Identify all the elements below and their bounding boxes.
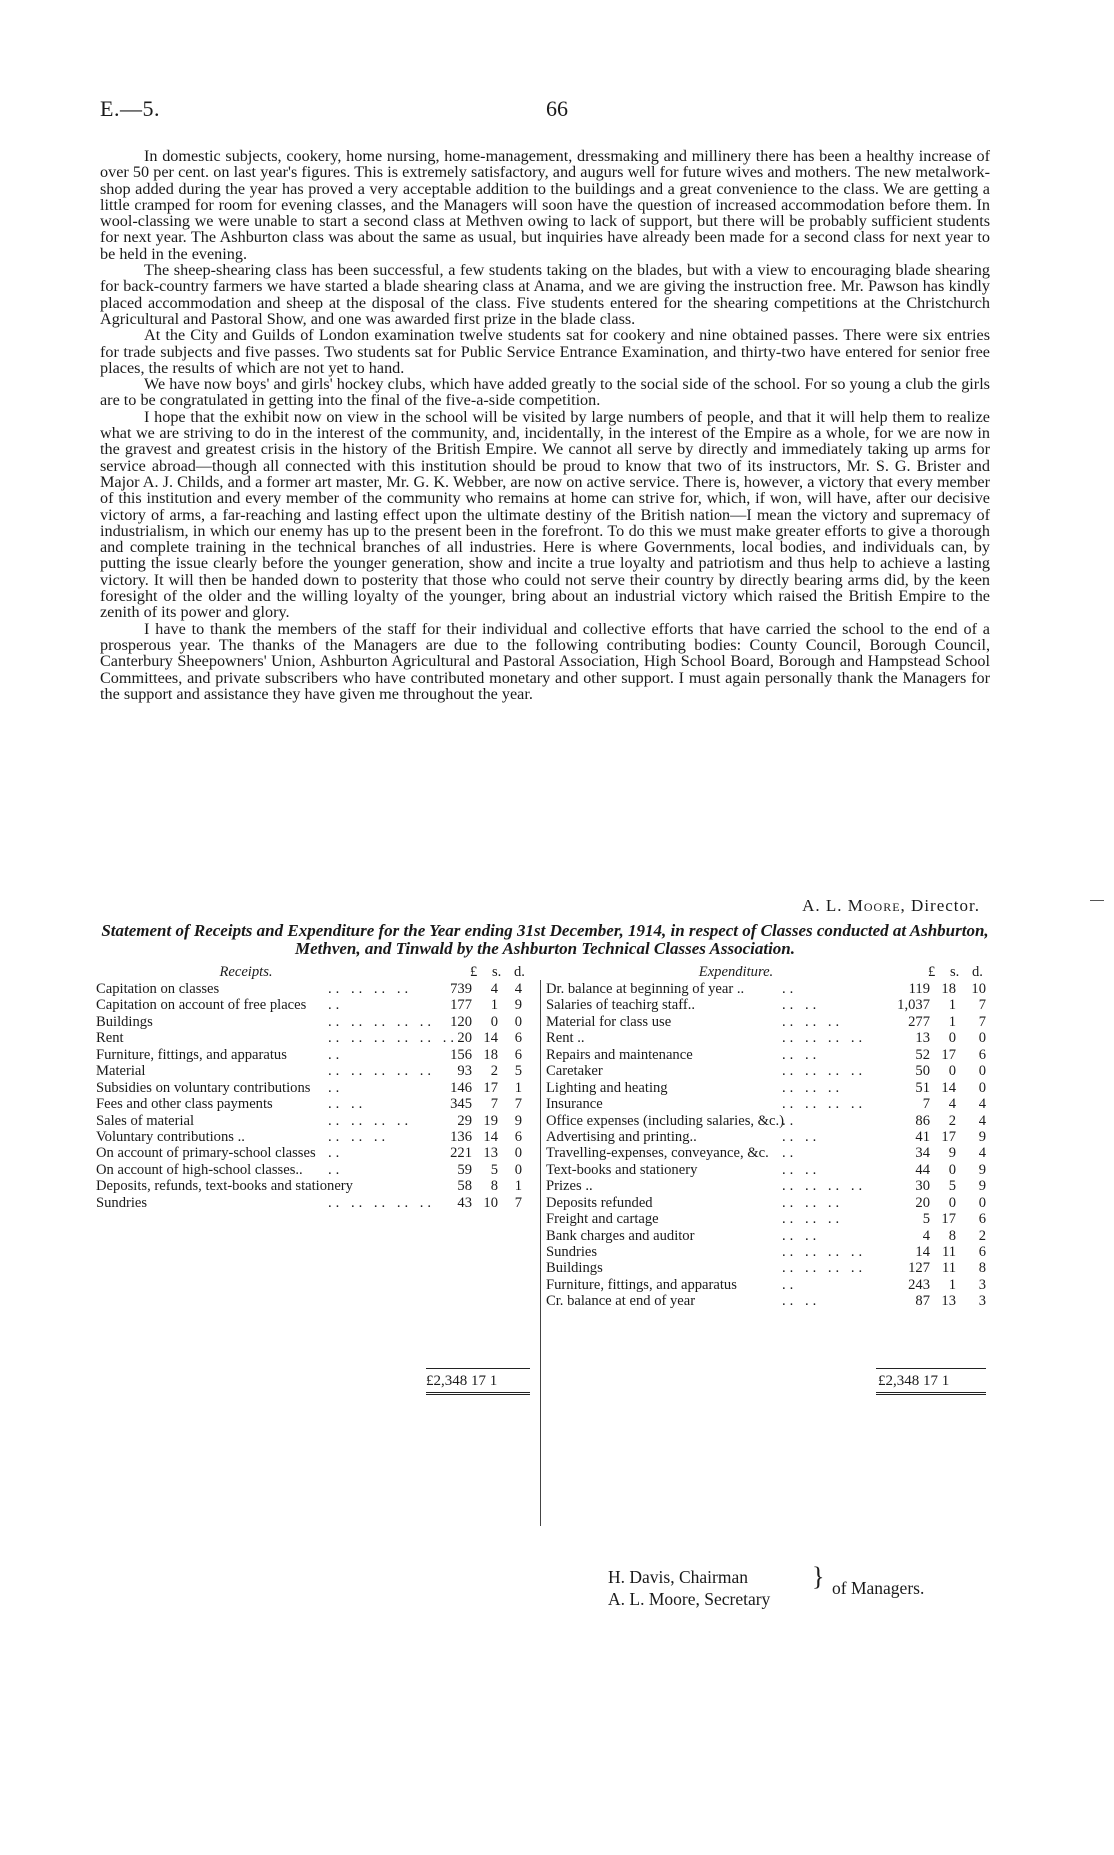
- row-shillings: 18: [483, 1046, 498, 1063]
- expenditure-total-rule: [876, 1368, 986, 1369]
- row-pence: 4: [978, 1112, 986, 1129]
- secretary-signature: A. L. Moore, Secretary: [608, 1589, 771, 1609]
- row-leader-dots: .. ..: [782, 1128, 821, 1145]
- margin-mark: [1090, 900, 1104, 901]
- row-pence: 10: [971, 981, 986, 997]
- row-pence: 6: [978, 1211, 986, 1228]
- expenditure-row: [546, 1096, 990, 1112]
- row-label: Fees and other class payments: [96, 1096, 273, 1113]
- row-shillings: 2: [490, 1063, 498, 1080]
- row-pence: 7: [978, 997, 986, 1014]
- row-label: Buildings: [96, 1013, 153, 1030]
- row-shillings: 0: [948, 1063, 956, 1080]
- expenditure-row: [546, 1030, 990, 1046]
- row-label: Salaries of teachirg staff..: [546, 997, 695, 1014]
- row-label: Office expenses (including salaries, &c.): [546, 1112, 785, 1129]
- row-leader-dots: .. .. ..: [782, 1211, 844, 1228]
- row-leader-dots: ..: [782, 981, 798, 997]
- expenditure-row: [546, 1063, 990, 1079]
- row-shillings: 1: [490, 997, 498, 1014]
- receipts-row: [96, 1162, 536, 1178]
- paragraph-exhibit-empire: I hope that the exhibit now on view in the school will be visited by large numbers of people, and that it will help them to realize what we are striving to do in the interest of the community, and, incidentally, in the interest of the Empire as a whole, for we are now in the gravest and greatest crisis in the history of the British Empire. We cannot all serve by directly and immediately taking up arms for service abroad—though all connected with this institution should be proud to know that two of its instructors, Mr. S. G. Brister and Major A. J. Childs, and a former art master, Mr. G. K. Webber, are now on active service. There is, however, a victory that every member of this institution and every member of the community who remains at home can strive for, which, if won, will have, after our decisive victory of arms, a far-reaching and lasting effect upon the ultimate destiny of the British nation—I mean the victory and supremacy of industrialism, in which our enemy has up to the present been in the forefront. To do this we must make greater efforts to give a thorough and complete training in the technical branches of all industries. Here is where Governments, local bodies, and individuals can, by putting the issue clearly before the younger generation, show and incite a true loyalty and patriotism and thus help to achieve a lasting victory. It will then be handed down to posterity that those who could not serve their country by directly bearing arms did, by the keen foresight of the older and the willing loyalty of the younger, bring about an industrial victory which raised the British Empire to the zenith of its power and glory.: [100, 407, 990, 622]
- chairman-signature: H. Davis, Chairman: [608, 1567, 748, 1587]
- row-pounds: 345: [450, 1096, 472, 1113]
- row-leader-dots: .. .. .. .. .. ..: [328, 1030, 459, 1047]
- row-pounds: 58: [457, 1178, 472, 1195]
- row-shillings: 7: [490, 1096, 498, 1113]
- receipts-row: [96, 1195, 536, 1211]
- row-pence: 9: [514, 1112, 522, 1129]
- expenditure-row: [546, 1228, 990, 1244]
- row-label: Furniture, fittings, and apparatus: [96, 1046, 287, 1063]
- row-label: Rent ..: [546, 1030, 585, 1047]
- row-pence: 7: [514, 1194, 522, 1211]
- row-pounds: 156: [450, 1046, 472, 1063]
- row-pounds: 1,037: [897, 997, 930, 1014]
- row-pence: 9: [514, 997, 522, 1014]
- row-pounds: 127: [908, 1260, 930, 1277]
- expenditure-row: [546, 997, 990, 1013]
- row-pence: 1: [514, 1178, 522, 1195]
- director-signature: A. L. Moore, Director.: [802, 896, 980, 915]
- row-leader-dots: .. .. ..: [328, 1128, 390, 1145]
- brace-glyph: }: [812, 1562, 825, 1591]
- row-label: Bank charges and auditor: [546, 1227, 695, 1244]
- paragraph-sheep-shearing: The sheep-shearing class has been successful, a few students taking on the blades, but with a view to encouraging blade shearing for back-country farmers we have started a blade shearing class at Anama, and we are giving the instruction free. Mr. Pawson has kindly placed accommodation and sheep at the disposal of the class. Five students entered for the shearing competitions at the Christchurch Agricultural and Pastoral Show, and one was awarded first prize in the blade class.: [100, 261, 990, 328]
- receipts-row: [96, 1047, 536, 1063]
- row-label: Lighting and heating: [546, 1079, 668, 1096]
- row-shillings: 11: [941, 1260, 956, 1277]
- row-leader-dots: ..: [328, 1145, 344, 1162]
- expenditure-row: [546, 981, 990, 997]
- row-shillings: 8: [490, 1178, 498, 1195]
- row-pounds: 4: [922, 1227, 930, 1244]
- expenditure-row: [546, 1293, 990, 1309]
- row-label: Deposits refunded: [546, 1194, 653, 1211]
- receipts-row: [96, 1030, 536, 1046]
- expenditure-row: [546, 1211, 990, 1227]
- row-label: Repairs and maintenance: [546, 1046, 693, 1063]
- row-label: Material for class use: [546, 1013, 672, 1030]
- shillings-header: s.: [492, 964, 502, 980]
- paragraph-hockey-clubs: We have now boys' and girls' hockey clubs, which have added greatly to the social side of the school. For so young a club the girls are to be congratulated in getting into the final of the five-a-side competition.: [100, 375, 990, 410]
- director-name: A. L. Moore: [802, 896, 901, 915]
- row-shillings: 14: [483, 1128, 498, 1145]
- row-leader-dots: .. .. .. ..: [782, 1244, 867, 1260]
- statement-title: Statement of Receipts and Expenditure for the Year ending 31st December, 1914, in respect of Classes conducted at Ashburton, Methven, and Tinwald by the Ashburton Technical Classes Association.: [101, 921, 989, 958]
- row-shillings: 17: [941, 1128, 956, 1145]
- receipts-row: [96, 997, 536, 1013]
- row-pence: 6: [514, 1128, 522, 1145]
- row-pence: 9: [978, 1178, 986, 1195]
- expenditure-row: [546, 1145, 990, 1161]
- row-pounds: 277: [908, 1013, 930, 1030]
- row-leader-dots: .. .. .. ..: [782, 1030, 867, 1047]
- row-pounds: 41: [915, 1128, 930, 1145]
- row-label: Sales of material: [96, 1112, 195, 1129]
- row-label: On account of high-school classes..: [96, 1161, 303, 1178]
- row-shillings: 0: [490, 1013, 498, 1030]
- row-pounds: 44: [915, 1161, 930, 1178]
- row-pounds: 59: [457, 1161, 472, 1178]
- row-leader-dots: .. .. .. ..: [782, 1063, 867, 1080]
- receipts-row: [96, 1129, 536, 1145]
- receipts-row: [96, 1096, 536, 1112]
- receipts-total: £2,348 17 1: [426, 1373, 498, 1389]
- row-leader-dots: .. .. .. ..: [328, 981, 413, 997]
- row-pounds: 13: [915, 1030, 930, 1047]
- column-divider: [540, 980, 541, 1526]
- row-label: On account of primary-school classes: [96, 1145, 316, 1162]
- row-leader-dots: ..: [328, 1079, 344, 1096]
- page-number: 66: [546, 96, 568, 121]
- pounds-header: £: [928, 964, 936, 980]
- row-label: Material: [96, 1063, 146, 1080]
- receipts-row: [96, 1080, 536, 1096]
- row-pounds: 739: [450, 981, 472, 997]
- row-pence: 0: [978, 1194, 986, 1211]
- row-leader-dots: ..: [782, 1276, 798, 1293]
- row-pence: 3: [978, 1276, 986, 1293]
- row-leader-dots: .. .. .. ..: [782, 1096, 867, 1113]
- pounds-header: £: [470, 964, 478, 980]
- paragraph-examinations: At the City and Guilds of London examination twelve students sat for cookery and nine obtained passes. There were six entries for trade subjects and five passes. Two students sat for Public Service Entrance Examination, and thirty-two have entered for senior free places, the results of which are not yet to hand.: [100, 326, 990, 377]
- row-leader-dots: .. .. ..: [782, 1013, 844, 1030]
- row-shillings: 1: [948, 997, 956, 1014]
- row-pounds: 51: [915, 1079, 930, 1096]
- receipts-row: [96, 981, 536, 997]
- row-shillings: 18: [941, 981, 956, 997]
- row-pounds: 30: [915, 1178, 930, 1195]
- expenditure-row: [546, 1113, 990, 1129]
- row-label: Prizes ..: [546, 1178, 593, 1195]
- expenditure-row: [546, 1244, 990, 1260]
- receipts-row: [96, 1014, 536, 1030]
- row-pounds: 177: [450, 997, 472, 1014]
- expenditure-row: [546, 1047, 990, 1063]
- row-pence: 6: [978, 1244, 986, 1260]
- row-pence: 6: [978, 1046, 986, 1063]
- row-leader-dots: ..: [782, 1145, 798, 1162]
- expenditure-row: [546, 1260, 990, 1276]
- row-pounds: 120: [450, 1013, 472, 1030]
- row-leader-dots: ..: [328, 997, 344, 1014]
- row-leader-dots: .. ..: [782, 1227, 821, 1244]
- row-leader-dots: .. .. ..: [782, 1079, 844, 1096]
- row-label: Capitation on classes: [96, 981, 220, 997]
- row-shillings: 19: [483, 1112, 498, 1129]
- of-managers-label: of Managers.: [832, 1578, 925, 1598]
- director-role: Director.: [911, 896, 980, 915]
- expenditure-row: [546, 1277, 990, 1293]
- expenditure-row: [546, 1129, 990, 1145]
- expenditure-row: [546, 1195, 990, 1211]
- expenditure-heading: Expenditure.: [698, 964, 774, 980]
- row-pounds: 14: [915, 1244, 930, 1260]
- row-pence: 4: [978, 1145, 986, 1162]
- row-pounds: 20: [457, 1030, 472, 1047]
- row-label: Furniture, fittings, and apparatus: [546, 1276, 737, 1293]
- row-shillings: 17: [483, 1079, 498, 1096]
- row-shillings: 9: [948, 1145, 956, 1162]
- row-label: Subsidies on voluntary contributions: [96, 1079, 311, 1096]
- row-pounds: 136: [450, 1128, 472, 1145]
- managers-signature: [608, 1566, 770, 1610]
- row-pence: 4: [514, 981, 522, 997]
- row-pounds: 86: [915, 1112, 930, 1129]
- row-leader-dots: ..: [782, 1112, 798, 1129]
- document-reference: E.—5.: [100, 96, 160, 121]
- row-pence: 7: [514, 1096, 522, 1113]
- receipts-row: [96, 1145, 536, 1161]
- row-pence: 7: [978, 1013, 986, 1030]
- row-label: Sundries: [546, 1244, 598, 1260]
- row-leader-dots: .. ..: [782, 1293, 821, 1310]
- row-shillings: 10: [483, 1194, 498, 1211]
- row-shillings: 2: [948, 1112, 956, 1129]
- row-pounds: 93: [457, 1063, 472, 1080]
- row-leader-dots: .. ..: [782, 1161, 821, 1178]
- pence-header: d.: [972, 964, 983, 980]
- row-label: Cr. balance at end of year: [546, 1293, 696, 1310]
- row-pence: 1: [514, 1079, 522, 1096]
- row-label: Deposits, refunds, text-books and stationery: [96, 1178, 353, 1195]
- row-pounds: 5: [922, 1211, 930, 1228]
- row-shillings: 0: [948, 1030, 956, 1047]
- pence-header: d.: [514, 964, 525, 980]
- receipts-row: [96, 1178, 536, 1194]
- row-shillings: 4: [490, 981, 498, 997]
- row-pounds: 7: [922, 1096, 930, 1113]
- expenditure-row: [546, 1178, 990, 1194]
- row-pence: 6: [514, 1030, 522, 1047]
- row-leader-dots: .. .. .. ..: [328, 1112, 413, 1129]
- row-leader-dots: .. .. .. .. ..: [328, 1194, 436, 1211]
- row-shillings: 13: [941, 1293, 956, 1310]
- row-shillings: 5: [948, 1178, 956, 1195]
- row-label: Freight and cartage: [546, 1211, 659, 1228]
- expenditure-row: [546, 1162, 990, 1178]
- expenditure-row: [546, 1014, 990, 1030]
- receipts-total-rule: [426, 1368, 530, 1369]
- row-leader-dots: .. .. .. .. ..: [328, 1013, 436, 1030]
- row-pounds: 29: [457, 1112, 472, 1129]
- row-shillings: 11: [941, 1244, 956, 1260]
- row-shillings: 0: [948, 1194, 956, 1211]
- row-label: Voluntary contributions ..: [96, 1128, 245, 1145]
- row-pence: 9: [978, 1128, 986, 1145]
- row-label: Advertising and printing..: [546, 1128, 697, 1145]
- report-body: [100, 148, 990, 702]
- paragraph-domestic-subjects: In domestic subjects, cookery, home nursing, home-management, dressmaking and millinery there has been a healthy increase of over 50 per cent. on last year's figures. This is extremely satisfactory, and augurs well for future wives and mothers. The new metalwork-shop added during the year has proved a very acceptable addition to the buildings and a great convenience to the class. We are getting a little cramped for room for evening classes, and the Managers will soon have the question of increased accommodation before them. In wool-classing we were unable to start a second class at Methven owing to lack of support, but there will be probably sufficient students for next year. The Ashburton class was about the same as usual, but inquiries have already been made for a second class for next year to be held in the evening.: [100, 147, 990, 263]
- row-label: Insurance: [546, 1096, 603, 1113]
- row-shillings: 0: [948, 1161, 956, 1178]
- row-label: Dr. balance at beginning of year ..: [546, 981, 745, 997]
- row-pounds: 87: [915, 1293, 930, 1310]
- row-shillings: 1: [948, 1013, 956, 1030]
- receipts-row: [96, 1113, 536, 1129]
- row-pounds: 146: [450, 1079, 472, 1096]
- receipts-total-double-rule: [426, 1392, 530, 1397]
- row-pence: 0: [514, 1145, 522, 1162]
- row-label: Capitation on account of free places: [96, 997, 307, 1014]
- row-leader-dots: .. ..: [328, 1096, 367, 1113]
- row-pounds: 34: [915, 1145, 930, 1162]
- row-pence: 0: [978, 1030, 986, 1047]
- row-leader-dots: .. ..: [782, 1046, 821, 1063]
- receipts-heading: Receipts.: [219, 964, 273, 980]
- row-shillings: 17: [941, 1211, 956, 1228]
- row-pence: 0: [978, 1063, 986, 1080]
- row-pence: 9: [978, 1161, 986, 1178]
- row-shillings: 14: [483, 1030, 498, 1047]
- row-pounds: 221: [450, 1145, 472, 1162]
- expenditure-rows: [546, 981, 990, 1310]
- row-label: Travelling-expenses, conveyance, &c.: [546, 1145, 769, 1162]
- row-shillings: 14: [941, 1079, 956, 1096]
- expenditure-total-double-rule: [876, 1392, 986, 1397]
- row-leader-dots: .. .. .. .. ..: [328, 1063, 436, 1080]
- row-leader-dots: .. .. ..: [782, 1194, 844, 1211]
- row-pence: 0: [978, 1079, 986, 1096]
- row-pence: 0: [514, 1161, 522, 1178]
- row-label: Sundries: [96, 1194, 148, 1211]
- row-shillings: 17: [941, 1046, 956, 1063]
- row-pence: 8: [978, 1260, 986, 1277]
- row-label: Buildings: [546, 1260, 603, 1277]
- row-shillings: 4: [948, 1096, 956, 1113]
- row-label: Caretaker: [546, 1063, 603, 1080]
- row-leader-dots: .. .. .. ..: [782, 1178, 867, 1195]
- row-label: Text-books and stationery: [546, 1161, 698, 1178]
- row-pounds: 119: [908, 981, 930, 997]
- row-shillings: 13: [483, 1145, 498, 1162]
- paragraph-thanks: I have to thank the members of the staff for their individual and collective efforts that have carried the school to the end of a prosperous year. The thanks of the Managers are due to the following contributing bodies: County Council, Borough Council, Canterbury Sheepowners' Union, Ashburton Agricultural and Pastoral Association, High School Board, Borough and Hampstead School Committees, and private subscribers who have contributed monetary and other support. I must again personally thank the Managers for the support and assistance they have given me throughout the year.: [100, 619, 990, 703]
- row-leader-dots: ..: [328, 1046, 344, 1063]
- row-leader-dots: .. ..: [782, 997, 821, 1014]
- expenditure-total: £2,348 17 1: [878, 1373, 950, 1389]
- receipts-rows: [96, 981, 536, 1211]
- row-pounds: 52: [915, 1046, 930, 1063]
- row-shillings: 8: [948, 1227, 956, 1244]
- row-pounds: 20: [915, 1194, 930, 1211]
- row-pounds: 43: [457, 1194, 472, 1211]
- row-pence: 2: [978, 1227, 986, 1244]
- row-pence: 4: [978, 1096, 986, 1113]
- row-shillings: 5: [490, 1161, 498, 1178]
- row-shillings: 1: [948, 1276, 956, 1293]
- row-leader-dots: .. .. .. ..: [782, 1260, 867, 1277]
- row-pounds: 50: [915, 1063, 930, 1080]
- shillings-header: s.: [950, 964, 960, 980]
- row-label: Rent: [96, 1030, 124, 1047]
- row-pence: 0: [514, 1013, 522, 1030]
- row-pounds: 243: [908, 1276, 930, 1293]
- expenditure-row: [546, 1080, 990, 1096]
- row-leader-dots: ..: [328, 1161, 344, 1178]
- row-pence: 3: [978, 1293, 986, 1310]
- row-pence: 5: [514, 1063, 522, 1080]
- receipts-row: [96, 1063, 536, 1079]
- row-pence: 6: [514, 1046, 522, 1063]
